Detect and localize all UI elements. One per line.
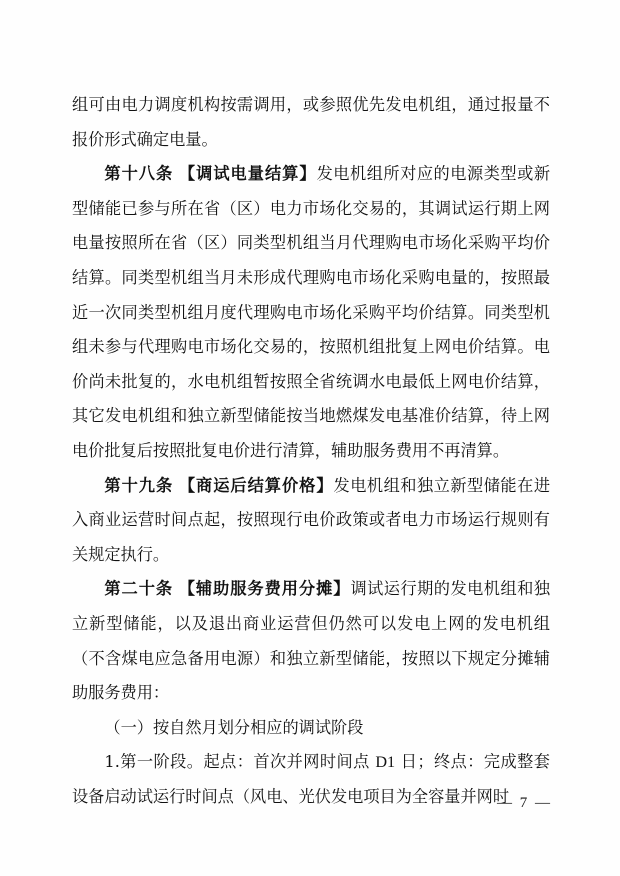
text-run: （一）按自然月划分相应的调试阶段 bbox=[104, 717, 364, 737]
page-body-text bbox=[72, 88, 550, 814]
article-heading-run: 第十九条 bbox=[104, 475, 174, 495]
article-heading-run: 【辅助服务费用分摊】 bbox=[178, 579, 351, 599]
text-run: 发电机组和独立新型储能在进入商业运营时间点起，按照现行电价政策或者电力市场运行规则有关规定执行。 bbox=[72, 475, 551, 564]
article-heading-run: 【调试电量结算】 bbox=[178, 164, 317, 184]
text-run: 日；终点：完成整套设备启动试运行时间点（风电、光伏发电项目为全容量并网时 bbox=[72, 752, 550, 806]
text-run: 调试运行期的发电机组和独立新型储能，以及退出商业运营但仍然可以发电上网的发电机组（不含煤电应急备用电源）和独立新型储能，按照以下规定分摊辅助服务费用： bbox=[72, 579, 551, 703]
paragraph bbox=[72, 745, 550, 814]
article-heading-run: 【商运后结算价格】 bbox=[178, 475, 334, 495]
text-run: 组可由电力调度机构按需调用，或参照优先发电机组，通过报量不报价形式确定电量。 bbox=[72, 95, 550, 149]
paragraph bbox=[72, 469, 550, 573]
article-heading-run: 第十八条 bbox=[104, 164, 174, 184]
page-number: — 7 — bbox=[497, 795, 552, 811]
paragraph bbox=[72, 88, 550, 157]
paragraph bbox=[72, 711, 550, 746]
text-run: 发电机组所对应的电源类型或新型储能已参与所在省（区）电力市场化交易的，其调试运行期上网电量按照所在省（区）同类型机组当月代理购电市场化采购平均价结算。同类型机组当月未形成代理购电市场化采购电量的，按照最近一次同类型机组月度代理购电市场化采购平均价结算。同类型机组未参与代理购电市场化交易的，按照机组批复上网电价结算。电价尚未批复的，水电机组暂按照全省统调水电最低上网电价结算，其它发电机组和独立新型储能按当地燃煤发电基准价结算，待上网电价批复后按照批复电价进行清算，辅助服务费用不再清算。 bbox=[72, 164, 551, 460]
article-heading-run: 第二十条 bbox=[104, 579, 174, 599]
paragraph bbox=[72, 157, 550, 468]
paragraph bbox=[72, 572, 550, 710]
latin-run: D1 bbox=[375, 753, 396, 772]
text-run: 1.第一阶段。起点：首次并网时间点 bbox=[104, 752, 376, 772]
